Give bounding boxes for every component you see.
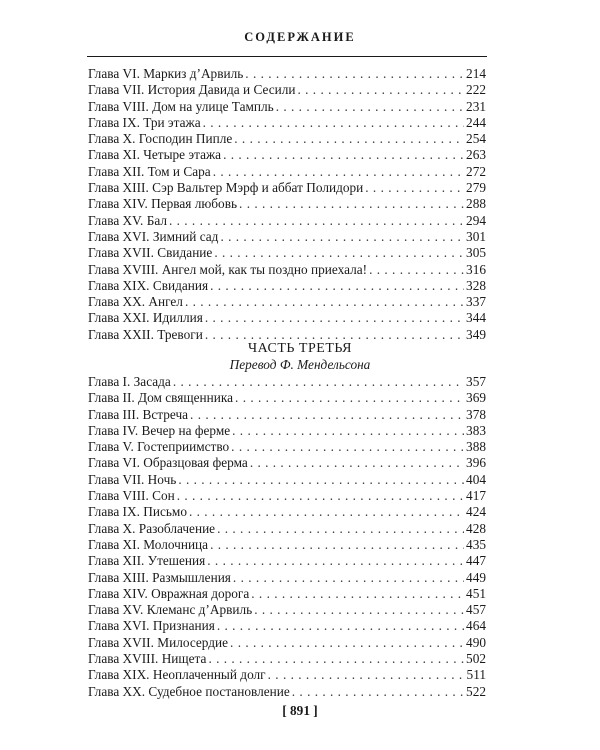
toc-entry-page: 511	[466, 667, 486, 683]
toc-entry	[88, 310, 486, 326]
toc-entry	[88, 439, 486, 455]
toc-entry-page: 424	[466, 504, 486, 520]
toc-entry-page: 337	[466, 294, 486, 310]
toc-entry	[88, 229, 486, 245]
toc-entry-title: Глава VI. Образцовая ферма	[88, 455, 248, 471]
toc-entry-title: Глава XII. Утешения	[88, 553, 206, 569]
toc-leader-dots	[169, 213, 464, 229]
toc-entry	[88, 472, 486, 488]
toc-leader-dots	[205, 310, 464, 326]
toc-entry-page: 490	[466, 634, 486, 650]
toc-entry-page: 404	[466, 471, 486, 487]
toc-entry	[88, 262, 486, 278]
toc-entry	[88, 196, 486, 212]
toc-leader-dots	[217, 521, 464, 537]
toc-entry	[88, 245, 486, 261]
toc-entry-title: Глава V. Гостеприимство	[88, 439, 230, 455]
toc-entry	[88, 423, 486, 439]
toc-entry-title: Глава IX. Три этажа	[88, 114, 201, 130]
toc-leader-dots	[245, 66, 464, 82]
toc-leader-dots	[177, 488, 464, 504]
toc-entry-page: 279	[466, 180, 486, 196]
toc-entry-page: 222	[466, 82, 486, 98]
toc-entry-title: Глава XVIII. Нищета	[88, 651, 207, 667]
toc-entry	[88, 455, 486, 471]
toc-entry-page: 244	[466, 114, 486, 130]
toc-entry	[88, 602, 486, 618]
toc-leader-dots	[190, 407, 464, 423]
toc-entry	[88, 618, 486, 634]
toc-entry-page: 388	[466, 439, 486, 455]
toc-entry	[88, 99, 486, 115]
toc-leader-dots	[251, 586, 464, 602]
toc-entry-title: Глава IX. Письмо	[88, 504, 187, 520]
part-translator: Перевод Ф. Мендельсона	[229, 357, 371, 372]
toc-entry-page: 301	[466, 228, 486, 244]
toc-leader-dots	[230, 635, 464, 651]
toc-entry-page: 349	[466, 326, 486, 342]
toc-entry	[88, 553, 486, 569]
toc-entry	[88, 521, 486, 537]
toc-entry-page: 396	[466, 455, 486, 471]
toc-entry	[88, 635, 486, 651]
toc-entry-title: Глава XI. Молочница	[88, 536, 209, 552]
toc-entry	[88, 684, 486, 700]
toc-entry-page: 383	[466, 422, 486, 438]
toc-entry-title: Глава VIII. Дом на улице Тампль	[88, 98, 274, 114]
toc-entry-page: 316	[466, 261, 486, 277]
toc-entry-page: 451	[466, 585, 486, 601]
toc-entry-page: 328	[466, 277, 486, 293]
toc-entry	[88, 407, 486, 423]
toc-leader-dots	[178, 472, 464, 488]
toc-leader-dots	[220, 229, 464, 245]
toc-entry-page: 522	[466, 683, 486, 699]
toc-entry-title: Глава X. Господин Пипле	[88, 131, 233, 147]
toc-entry-page: 502	[466, 651, 486, 667]
toc-entry-page: 263	[466, 147, 486, 163]
page-header-title: СОДЕРЖАНИЕ	[244, 30, 356, 44]
toc-entry	[88, 488, 486, 504]
toc-leader-dots	[207, 553, 464, 569]
toc-entry-title: Глава XV. Клеманс д’Арвиль	[88, 602, 253, 618]
toc-entry-title: Глава XXI. Идиллия	[88, 310, 203, 326]
toc-leader-dots	[292, 684, 464, 700]
toc-entry	[88, 278, 486, 294]
toc-entry-title: Глава XVI. Признания	[88, 618, 215, 634]
toc-leader-dots	[233, 570, 464, 586]
toc-entry	[88, 82, 486, 98]
toc-entry-title: Глава XII. Том и Сара	[88, 163, 211, 179]
toc-leader-dots	[203, 115, 464, 131]
toc-entry-title: Глава XI. Четыре этажа	[88, 147, 222, 163]
toc-section-part3	[88, 374, 486, 700]
toc-leader-dots	[210, 278, 464, 294]
toc-entry	[88, 115, 486, 131]
toc-entry-title: Глава XX. Судебное постановление	[88, 683, 290, 699]
toc-entry	[88, 131, 486, 147]
toc-entry	[88, 504, 486, 520]
toc-leader-dots	[369, 262, 464, 278]
toc-entry-title: Глава XVIII. Ангел мой, как ты поздно приехала!	[88, 261, 368, 277]
toc-entry-title: Глава XXII. Тревоги	[88, 326, 203, 342]
toc-entry-page: 449	[466, 569, 486, 585]
toc-leader-dots	[214, 245, 464, 261]
toc-entry	[88, 180, 486, 196]
toc-entry-title: Глава VIII. Сон	[88, 488, 175, 504]
toc-entry-page: 294	[466, 212, 486, 228]
toc-entry-page: 369	[466, 390, 486, 406]
toc-entry-title: Глава XVI. Зимний сад	[88, 228, 219, 244]
header-rule	[87, 56, 487, 57]
page-number: [ 891 ]	[282, 703, 318, 718]
toc-entry-title: Глава I. Засада	[88, 374, 171, 389]
toc-leader-dots	[189, 504, 464, 520]
toc-entry-page: 378	[466, 406, 486, 422]
toc-entry	[88, 586, 486, 602]
toc-leader-dots	[223, 147, 464, 163]
toc-leader-dots	[254, 602, 464, 618]
toc-entry-page: 231	[466, 98, 486, 114]
toc-entry	[88, 294, 486, 310]
toc-entry-title: Глава XIX. Неоплаченный долг	[88, 667, 266, 683]
toc-entry	[88, 374, 486, 390]
toc-entry-page: 428	[466, 520, 486, 536]
toc-entry-title: Глава IV. Вечер на ферме	[88, 422, 231, 438]
toc-entry-title: Глава XIX. Свидания	[88, 277, 209, 293]
toc-leader-dots	[276, 99, 464, 115]
toc-entry-title: Глава II. Дом священника	[88, 390, 234, 406]
toc-leader-dots	[213, 164, 464, 180]
toc-entry-page: 254	[466, 131, 486, 147]
part-title: ЧАСТЬ ТРЕТЬЯ	[247, 341, 352, 356]
toc-entry-title: Глава XX. Ангел	[88, 294, 183, 310]
toc-leader-dots	[185, 294, 464, 310]
toc-entry-title: Глава III. Встреча	[88, 406, 189, 422]
toc-entry	[88, 213, 486, 229]
toc-entry-title: Глава XIV. Овражная дорога	[88, 585, 250, 601]
toc-entry-title: Глава XIII. Сэр Вальтер Мэрф и аббат Полидори	[88, 180, 364, 196]
toc-entry-title: Глава XVII. Свидание	[88, 245, 213, 261]
toc-entry-page: 357	[466, 374, 486, 389]
toc-leader-dots	[217, 618, 464, 634]
toc-entry-title: Глава XIII. Размышления	[88, 569, 231, 585]
toc-entry-title: Глава XVII. Милосердие	[88, 634, 229, 650]
toc-entry-page: 288	[466, 196, 486, 212]
toc-entry	[88, 651, 486, 667]
toc-entry-title: Глава X. Разоблачение	[88, 520, 216, 536]
toc-entry-title: Глава XV. Бал	[88, 212, 167, 228]
toc-leader-dots	[365, 180, 464, 196]
toc-entry-page: 344	[466, 310, 486, 326]
toc-entry-page: 417	[466, 488, 486, 504]
toc-entry-page: 305	[466, 245, 486, 261]
toc-entry-title: Глава VII. История Давида и Сесили	[88, 82, 296, 98]
toc-leader-dots	[231, 439, 464, 455]
toc-entry-page: 457	[466, 602, 486, 618]
toc-leader-dots	[173, 374, 464, 390]
toc-entry	[88, 390, 486, 406]
toc-leader-dots	[210, 537, 464, 553]
toc-entry	[88, 147, 486, 163]
toc-leader-dots	[250, 455, 464, 471]
toc-entry	[88, 164, 486, 180]
toc-leader-dots	[235, 390, 464, 406]
toc-entry	[88, 667, 486, 683]
toc-entry-page: 214	[466, 66, 486, 81]
toc-leader-dots	[268, 667, 465, 683]
toc-entry-title: Глава VI. Маркиз д’Арвиль	[88, 66, 244, 81]
toc-entry-page: 435	[466, 536, 486, 552]
toc-entry	[88, 570, 486, 586]
toc-entry-title: Глава VII. Ночь	[88, 471, 177, 487]
toc-section-part2	[88, 66, 486, 343]
toc-leader-dots	[298, 82, 465, 98]
toc-entry	[88, 537, 486, 553]
toc-entry-title: Глава XIV. Первая любовь	[88, 196, 238, 212]
toc-entry-page: 464	[466, 618, 486, 634]
toc-entry-page: 272	[466, 163, 486, 179]
toc-leader-dots	[232, 423, 464, 439]
toc-entry	[88, 66, 486, 82]
toc-leader-dots	[239, 196, 464, 212]
toc-entry-page: 447	[466, 553, 486, 569]
toc-leader-dots	[208, 651, 464, 667]
toc-leader-dots	[234, 131, 464, 147]
